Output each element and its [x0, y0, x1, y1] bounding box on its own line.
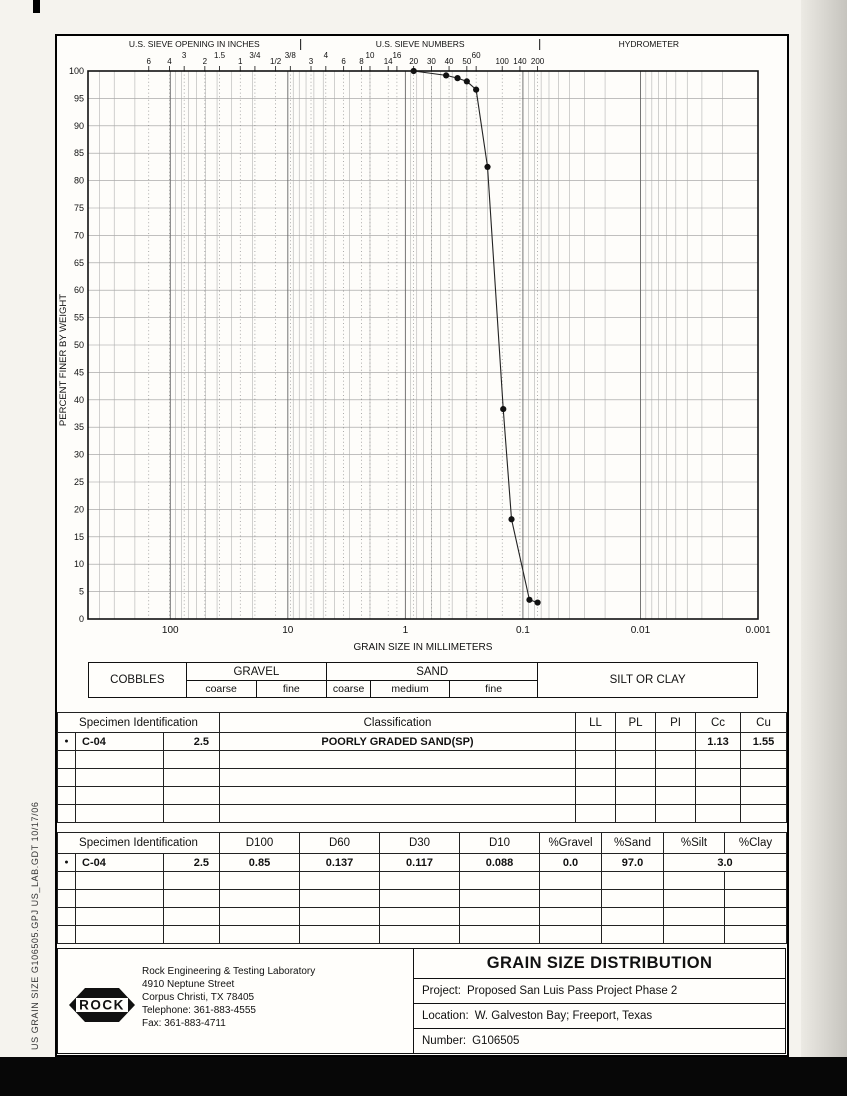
svg-text:ROCK: ROCK [79, 997, 125, 1013]
svg-text:PERCENT FINER BY WEIGHT: PERCENT FINER BY WEIGHT [58, 293, 69, 427]
field-label: Number: [422, 1035, 467, 1047]
gradation-curve [414, 71, 538, 603]
field-label: Project: [422, 985, 461, 997]
empty-row [58, 805, 787, 823]
svg-text:10: 10 [365, 51, 375, 60]
svg-text:0.1: 0.1 [515, 625, 530, 636]
svg-text:60: 60 [471, 51, 481, 60]
svg-text:8: 8 [359, 57, 364, 66]
svg-text:80: 80 [73, 175, 84, 186]
svg-text:1/2: 1/2 [270, 57, 282, 66]
empty-row [58, 872, 787, 890]
project-info-rows [414, 979, 785, 1053]
svg-text:1: 1 [402, 625, 409, 636]
svg-text:U.S. SIEVE OPENING IN INCHES: U.S. SIEVE OPENING IN INCHES [128, 39, 260, 49]
data-point [534, 599, 540, 605]
svg-text:30: 30 [73, 449, 84, 460]
svg-text:GRAIN SIZE IN MILLIMETERS: GRAIN SIZE IN MILLIMETERS [353, 642, 493, 653]
svg-text:0.001: 0.001 [745, 625, 771, 636]
company-address-line: 4910 Neptune Street [142, 979, 235, 990]
report-title: GRAIN SIZE DISTRIBUTION [414, 949, 785, 979]
rock-logo-icon [68, 985, 136, 1025]
svg-text:70: 70 [73, 230, 84, 241]
col-header: %Silt [664, 833, 725, 854]
col-header-classification: Classification [220, 713, 576, 733]
scan-right-edge [801, 0, 847, 1096]
col-header: D100 [220, 833, 300, 854]
svg-text:3/4: 3/4 [249, 51, 261, 60]
svg-text:2: 2 [202, 57, 208, 66]
svg-text:200: 200 [530, 57, 545, 66]
col-header: %Clay [725, 833, 787, 854]
grain-size-chart [57, 36, 786, 660]
col-header: PI [656, 713, 696, 733]
svg-text:40: 40 [444, 57, 454, 66]
company-name: Rock Engineering & Testing Laboratory [142, 966, 316, 977]
svg-text:6: 6 [146, 57, 151, 66]
col-header: Cu [741, 713, 787, 733]
svg-text:1.5: 1.5 [213, 51, 226, 60]
classification-band: fine [256, 680, 327, 697]
col-header: LL [576, 713, 616, 733]
empty-row [58, 769, 787, 787]
svg-text:90: 90 [73, 120, 84, 131]
svg-text:4: 4 [323, 51, 329, 60]
field-label: Location: [422, 1010, 469, 1022]
svg-text:65: 65 [73, 257, 84, 268]
field-value: G106505 [472, 1035, 520, 1047]
svg-text:100: 100 [68, 66, 84, 76]
classification-band: GRAVEL [186, 663, 326, 680]
svg-text:95: 95 [73, 93, 84, 104]
specimen-row: ● C-04 2.5 POORLY GRADED SAND(SP) 1.13 1.55 [58, 733, 787, 751]
svg-text:0.01: 0.01 [630, 625, 651, 636]
svg-text:1: 1 [238, 57, 243, 66]
project-info-row [414, 1029, 785, 1053]
company-address-line: Corpus Christi, TX 78405 [142, 992, 255, 1003]
report-frame [55, 34, 789, 1057]
svg-text:6: 6 [341, 57, 346, 66]
scan-bottom-bar [0, 1057, 847, 1096]
classification-band: SAND [326, 663, 537, 680]
svg-text:60: 60 [73, 285, 84, 296]
empty-row [58, 751, 787, 769]
field-value: Proposed San Luis Pass Project Phase 2 [467, 985, 678, 997]
svg-text:3: 3 [181, 51, 187, 60]
col-header: D60 [300, 833, 380, 854]
data-point [443, 72, 449, 78]
classification-band: COBBLES [110, 674, 165, 686]
svg-text:HYDROMETER: HYDROMETER [618, 39, 680, 49]
svg-text:16: 16 [392, 51, 402, 60]
data-point [454, 75, 460, 81]
svg-text:100: 100 [161, 625, 179, 636]
project-info-row [414, 979, 785, 1004]
empty-row [58, 787, 787, 805]
data-point [464, 78, 470, 84]
col-header-specimen: Specimen Identification [58, 713, 220, 733]
classification-bar [88, 662, 758, 698]
data-point [473, 87, 479, 93]
company-address-line: Telephone: 361-883-4555 [142, 1005, 256, 1016]
svg-text:3: 3 [308, 57, 314, 66]
data-point [411, 68, 417, 74]
col-header-specimen: Specimen Identification [58, 833, 220, 854]
classification-band: coarse [186, 680, 256, 697]
svg-text:55: 55 [73, 312, 84, 323]
classification-band: fine [449, 680, 537, 697]
empty-row [58, 890, 787, 908]
project-info-row [414, 1004, 785, 1029]
specimen-gradation-table [57, 832, 787, 944]
svg-text:10: 10 [73, 559, 84, 570]
col-header: PL [616, 713, 656, 733]
field-value: W. Galveston Bay; Freeport, Texas [474, 1010, 653, 1022]
svg-text:20: 20 [73, 504, 84, 515]
data-point [500, 406, 506, 412]
col-header: %Gravel [540, 833, 602, 854]
company-info [58, 949, 413, 1053]
scan-corner-mark [33, 0, 40, 13]
empty-row [58, 926, 787, 944]
company-address [142, 978, 315, 1030]
data-point [484, 164, 490, 170]
col-header: %Sand [602, 833, 664, 854]
svg-text:50: 50 [462, 57, 472, 66]
svg-text:75: 75 [73, 203, 84, 213]
company-address-line: Fax: 361-883-4711 [142, 1018, 226, 1029]
data-point [508, 516, 514, 522]
specimen-row: ● C-04 2.5 0.85 0.137 0.117 0.088 0.0 97.0 3.0 [58, 854, 787, 872]
col-header: D10 [460, 833, 540, 854]
title-block [413, 949, 785, 1053]
classification-band: SILT OR CLAY [537, 663, 757, 697]
svg-text:30: 30 [426, 57, 436, 66]
svg-text:35: 35 [73, 422, 84, 433]
svg-text:U.S. SIEVE NUMBERS: U.S. SIEVE NUMBERS [375, 39, 465, 49]
svg-text:45: 45 [73, 367, 84, 378]
svg-text:50: 50 [73, 340, 84, 350]
svg-text:20: 20 [409, 57, 419, 66]
svg-text:3/8: 3/8 [284, 51, 296, 60]
svg-text:40: 40 [73, 394, 84, 405]
report-footer [57, 948, 786, 1054]
specimen-marker: ● [58, 733, 76, 751]
col-header: D30 [380, 833, 460, 854]
svg-text:0: 0 [78, 614, 84, 624]
specimen-marker: ● [58, 854, 76, 872]
sidebar-filename-text: US GRAIN SIZE G106505.GPJ US_LAB.GDT 10/17/06 [30, 801, 40, 1050]
svg-text:15: 15 [73, 531, 84, 542]
svg-text:4: 4 [167, 57, 172, 66]
classification-band: coarse [326, 680, 370, 697]
svg-text:85: 85 [73, 148, 84, 159]
svg-text:100: 100 [495, 57, 509, 66]
classification-band: medium [370, 680, 449, 697]
specimen-classification-table [57, 712, 787, 823]
data-point [526, 597, 532, 603]
svg-text:25: 25 [73, 477, 84, 487]
svg-text:10: 10 [282, 625, 294, 636]
svg-text:5: 5 [78, 586, 84, 597]
empty-row [58, 908, 787, 926]
col-header: Cc [696, 713, 741, 733]
svg-text:14: 14 [383, 57, 393, 66]
svg-text:140: 140 [513, 57, 527, 66]
